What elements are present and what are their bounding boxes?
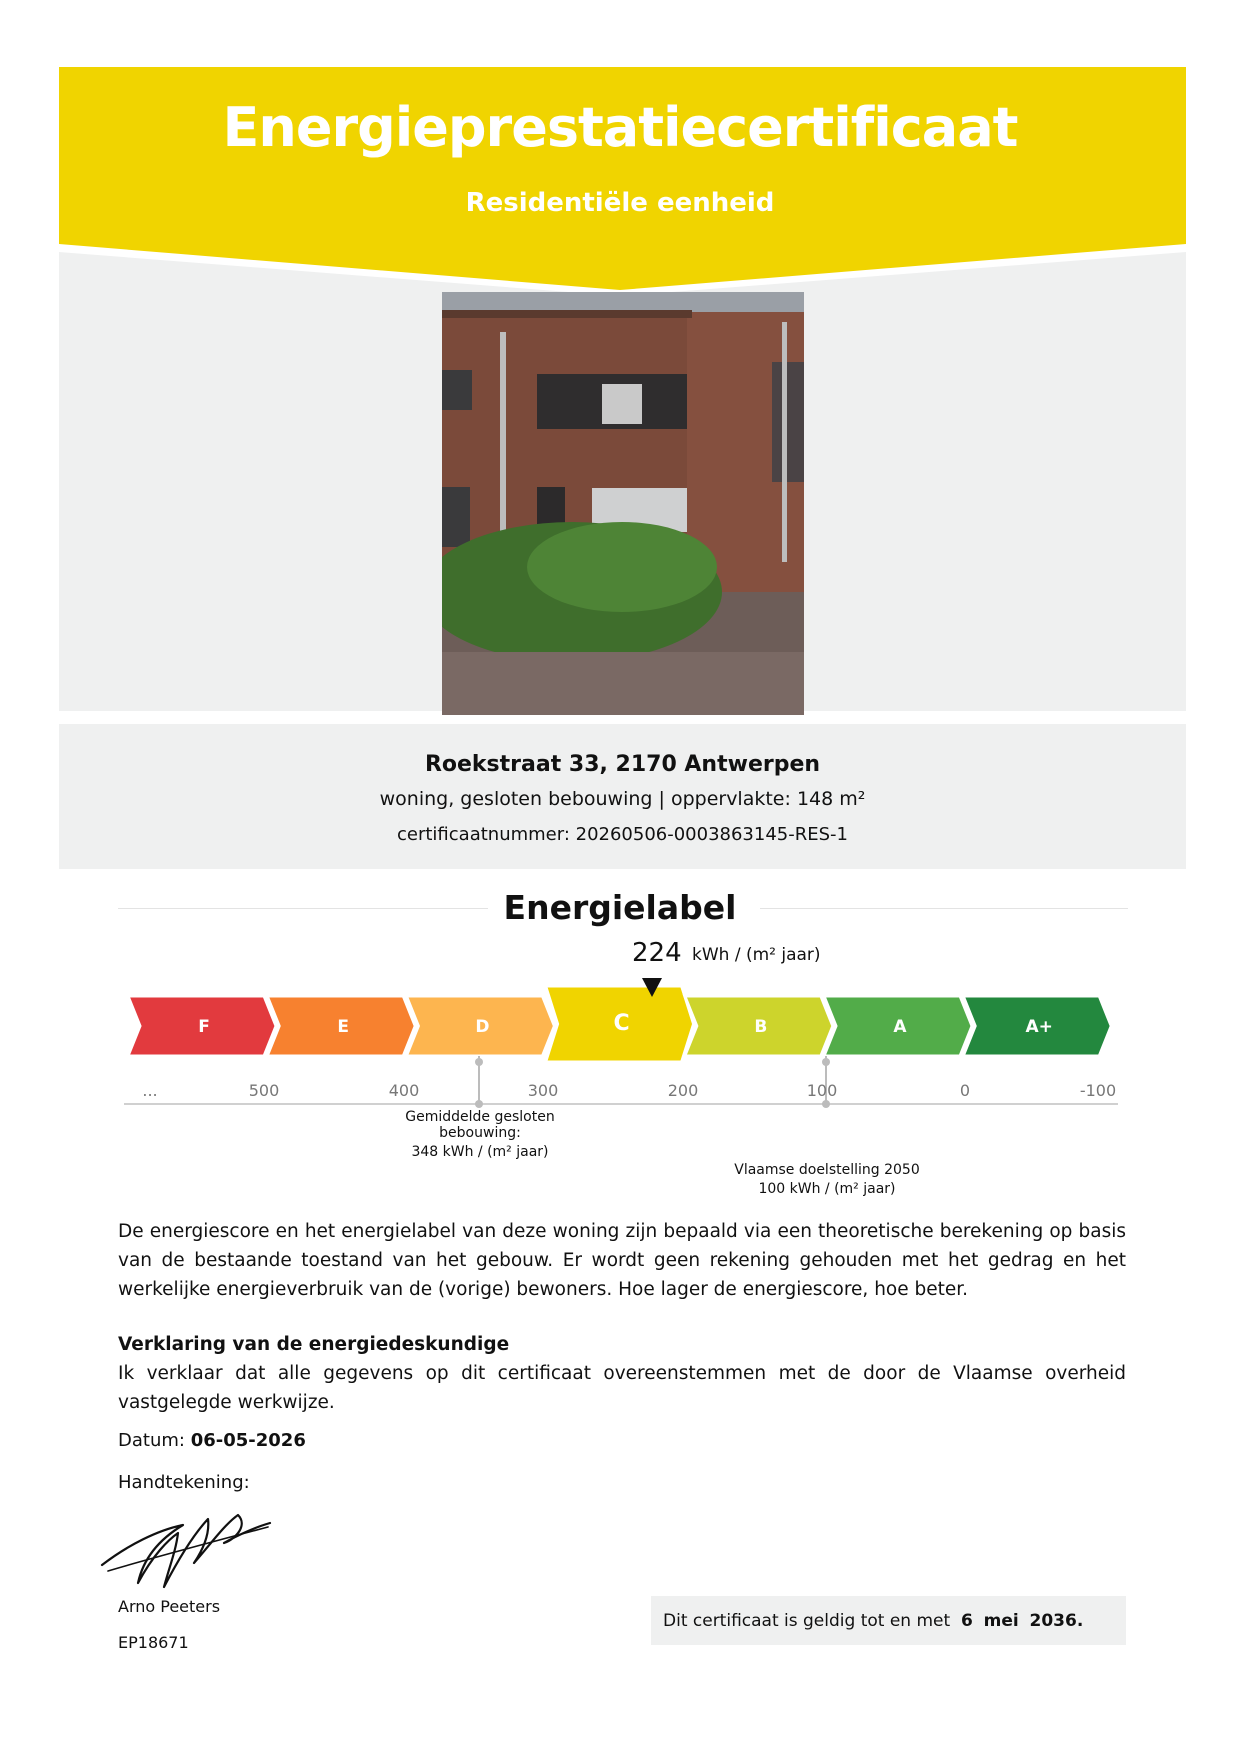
energy-class-label: A+ xyxy=(1025,1017,1053,1037)
scale-tick: 0 xyxy=(959,1081,971,1100)
scale-tick: 300 xyxy=(527,1081,559,1100)
scale-tick: 400 xyxy=(388,1081,420,1100)
expert-name: Arno Peeters xyxy=(118,1597,221,1616)
energy-class-label: A xyxy=(893,1017,907,1037)
signature-image xyxy=(98,1505,278,1593)
date-label: Datum: xyxy=(118,1430,185,1451)
declaration-heading: Verklaring van de energiedeskundige xyxy=(118,1334,510,1355)
energy-class-label: E xyxy=(337,1017,350,1037)
date-row xyxy=(118,1430,306,1451)
energy-label-heading: Energielabel xyxy=(503,888,737,927)
validity-text: Dit certificaat is geldig tot en met 6 mei 2036. xyxy=(663,1611,1084,1631)
certificate-number: certificaatnummer: 20260506-0003863145-RES-1 xyxy=(397,824,848,845)
date-value: 06-05-2026 xyxy=(190,1430,306,1451)
property-description: woning, gesloten bebouwing | oppervlakte: 148 m² xyxy=(379,788,866,810)
property-address: Roekstraat 33, 2170 Antwerpen xyxy=(424,752,821,777)
scale-tick: -100 xyxy=(1079,1081,1117,1100)
explanation-paragraph: De energiescore en het energielabel van deze woning zijn bepaald via een theoretische berekening op basis van de bestaande toestand van het gebouw. Er wordt geen rekening gehouden met het gedrag en het werkelijke energieverbruik van de (vorige) bewoners. Hoe lager de energiescore, hoe beter. xyxy=(118,1221,1126,1300)
page-subtitle: Residentiële eenheid xyxy=(465,188,775,218)
declaration-text: Ik verklaar dat alle gegevens op dit certificaat overeenstemmen met de door de Vlaamse overheid vastgelegde werkwijze. xyxy=(118,1363,1126,1413)
expert-id: EP18671 xyxy=(118,1633,189,1652)
energy-class-label: B xyxy=(754,1017,768,1037)
energy-class-label: D xyxy=(475,1017,490,1037)
energy-score-unit: kWh / (m² jaar) xyxy=(692,945,821,965)
page-title: Energieprestatiecertificaat xyxy=(222,96,1018,159)
energy-class-label: C xyxy=(613,1011,630,1036)
scale-tick: 200 xyxy=(667,1081,699,1100)
scale-tick: 500 xyxy=(248,1081,280,1100)
reference-target-label: Vlaamse doelstelling 2050 100 kWh / (m² jaar) xyxy=(734,1162,920,1197)
validity-box xyxy=(651,1596,1126,1645)
signature-label: Handtekening: xyxy=(118,1472,250,1493)
energy-score-value: 224 xyxy=(632,938,682,968)
reference-average-label: Gemiddelde gesloten bebouwing: 348 kWh / (m² jaar) xyxy=(405,1109,555,1160)
scale-tick: 100 xyxy=(806,1081,838,1100)
energy-class-label: F xyxy=(198,1017,210,1037)
scale-tick: ... xyxy=(142,1081,158,1100)
